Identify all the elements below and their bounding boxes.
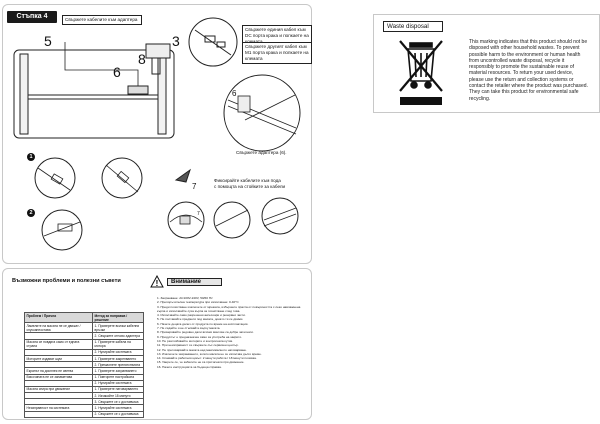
callout-cable-bundle: Фиксирайте кабелите към пода с помощта на стойките за кабели: [214, 178, 286, 189]
warning-item: 11. При неизправност се свържете със сервизен център.: [157, 343, 239, 348]
problem-cell: Височината не се запаметява: [25, 374, 93, 380]
solution-cell: 1. Нулирайте системата: [93, 405, 144, 411]
warning-title: Внимание: [167, 278, 222, 286]
solution-cell: 1. Проверете кабела на мотора: [93, 339, 144, 349]
table-row: [25, 323, 144, 333]
solution-cell: 1. Проверете всички кабелни връзки: [93, 323, 144, 333]
solution-cell: 2. Изчакайте 18 минути: [93, 393, 144, 399]
solution-cell: 2. Нулирайте системата: [93, 380, 144, 386]
waste-disposal-title: Waste disposal: [383, 21, 443, 32]
warning-item: 3. Преди почистване изключете от мрежата, избършете прахта от повърхността с леко навлажнена: [157, 304, 301, 309]
warning-item: 5. Не поставяйте предмети под масата, докато тя се движи.: [157, 317, 244, 322]
solution-cell: 2. Премахнете препятствията: [93, 362, 144, 368]
warning-item: 7. Не сядайте и не стъпвайте върху масата.: [157, 326, 221, 331]
warning-item: 15. Уверете се, че кабелите не са притиснати при движение.: [157, 360, 245, 365]
warning-item: 13. Изключете захранването, когато масата не се използва дълго време.: [157, 351, 262, 356]
solution-cell: 1. Проверете закрепването: [93, 355, 144, 361]
problem-cell: Неизправност на системата: [25, 405, 93, 411]
problem-cell: Ламелите на масата не се движат / спусканеостава: [25, 323, 93, 333]
note-top: Свържете кабелите към адаптера: [62, 15, 142, 25]
warning-item: 10. Не разглобявайте моторите и контролната кутия.: [157, 338, 234, 343]
warning-list: [157, 296, 307, 369]
warning-item: 2. Препоръчителна температура при използване: 0-40°C: [157, 300, 239, 305]
warning-item: 14. Спазвайте работния цикъл: 2 минути работа / 18 минути почивка.: [157, 356, 257, 361]
warning-item: 16. Пазете инструкцията за бъдеща справка.: [157, 364, 222, 369]
warning-header: [150, 275, 302, 289]
substep-1-marker: 1: [27, 153, 35, 161]
waste-disposal-panel: [373, 14, 600, 113]
warning-item: 8. Проверявайте редовно дали всички винтове са добре затегнати.: [157, 330, 254, 335]
problem-cell: Екранът на дисплея не светва: [25, 368, 93, 374]
problem-cell: Моторите издават шум: [25, 355, 93, 361]
warning-item: 12. Не претоварвайте масата над максималното натоварване.: [157, 347, 247, 352]
solution-cell: 2. Свържете се с доставчика: [93, 411, 144, 417]
part-number-5: 5: [44, 33, 52, 49]
part-number-8: 8: [138, 51, 146, 67]
part-number-7b: 7: [197, 211, 200, 217]
crossed-bin-icon: [394, 37, 450, 109]
solution-cell: 2. Нулирайте системата: [93, 349, 144, 355]
troubleshooting-title: Възможни проблеми и полезни съвети: [12, 278, 121, 284]
part-number-6: 6: [113, 64, 121, 80]
warning-triangle-icon: [150, 275, 164, 288]
warning-item: 4. Използвайте само разрешени аксесоари и резервни части.: [157, 313, 246, 318]
troubleshooting-table: [24, 312, 144, 418]
warning-item: кърпа и използвайте суха кърпа за почистване след това.: [157, 308, 241, 313]
part-number-3: 3: [172, 33, 180, 49]
problem-cell: [25, 411, 93, 417]
solution-cell: 2. Свържете отново адаптера: [93, 333, 144, 339]
waste-disposal-text: This marking indicates that this product should not be disposed with other household wastes. To prevent possible harm to the environment or human health from uncontrolled waste disposal, recycle it responsibly to promote the sustainable reuse of material resources. To return your used device, please use the return and collection systems or contact the retailer where the product was purchased. They can take this product for environmental safe recycling.: [469, 39, 588, 102]
svg-text:!: !: [155, 279, 159, 288]
warning-item: 9. Продуктът е предназначен само за употреба на закрито.: [157, 334, 243, 339]
problem-cell: Масата се повдига само от едната страна: [25, 339, 93, 349]
problem-cell: Масата спира при движение: [25, 386, 93, 392]
substep-2-marker: 2: [27, 209, 35, 217]
step-tag: Стъпка 4: [7, 11, 57, 23]
note-right-1: Свържете единия кабел към DC порта крака и попкаете на: [242, 25, 312, 47]
callout-adapter: Свържете адаптера (6).: [236, 150, 287, 155]
solution-cell: 1. Проверете захранването: [93, 368, 144, 374]
warning-item: 1. Захранване: AC100V-240V, 50/60 Hz: [157, 296, 213, 300]
table-row: [25, 411, 144, 417]
warning-item: 6. Пазете децата далеч от продукта по време на експлоатация.: [157, 321, 249, 326]
table-row: [25, 339, 144, 349]
table-header: Метод за поправка / решение: [93, 313, 144, 323]
solution-cell: 1. Проверете натоварването: [93, 386, 144, 392]
part-number-7: 7: [192, 182, 197, 191]
solution-cell: 3. Свържете се с доставчика: [93, 399, 144, 405]
note-right-2: Свържете другият кабел към M1 порта крака и попкаете на клемата: [242, 42, 312, 64]
solution-cell: 1. Повторете настройката: [93, 374, 144, 380]
part-number-6b: 6: [232, 89, 237, 98]
table-header: Проблем / Прична: [25, 313, 93, 323]
